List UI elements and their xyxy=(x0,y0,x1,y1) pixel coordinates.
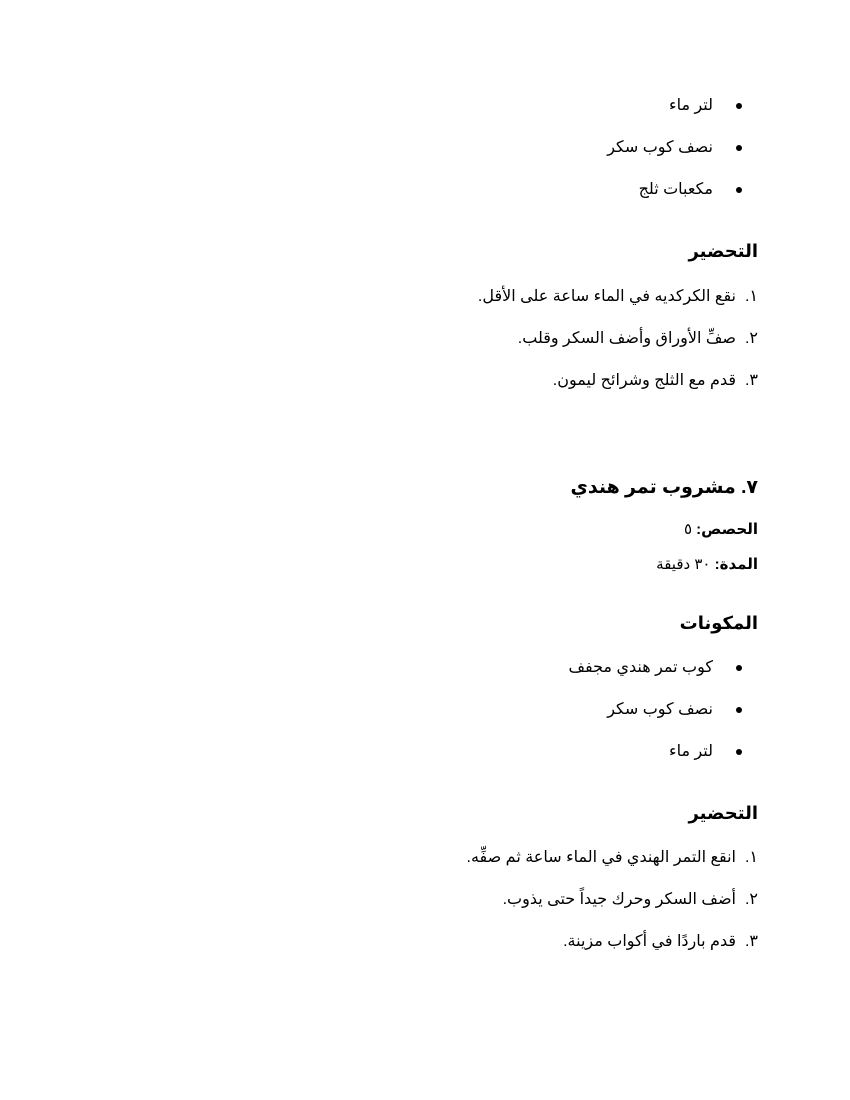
duration-label: المدة: xyxy=(714,556,758,573)
servings-line xyxy=(684,520,758,540)
step-text: قدم مع الثلج وشرائح ليمون. xyxy=(552,372,736,389)
step-number: ٢. xyxy=(744,330,758,347)
list-item xyxy=(118,837,758,879)
prev-preparation-heading: التحضير xyxy=(688,241,758,261)
list-item xyxy=(118,276,758,318)
list-item xyxy=(118,360,758,402)
list-item: لتر ماء xyxy=(118,85,758,127)
prev-steps-list xyxy=(118,276,758,402)
step-number: ١. xyxy=(744,849,758,866)
servings-label: الحصص: xyxy=(696,521,758,538)
preparation-heading: التحضير xyxy=(688,803,758,823)
list-item: نصف كوب سكر xyxy=(118,689,758,731)
recipe-title: ٧. مشروب تمر هندي xyxy=(570,477,758,498)
duration-line xyxy=(656,555,758,575)
list-item: لتر ماء xyxy=(118,731,758,773)
ingredients-heading: المكونات xyxy=(679,613,758,633)
step-text: نقع الكركديه في الماء ساعة على الأقل. xyxy=(477,288,736,305)
duration-value: ٣٠ دقيقة xyxy=(656,556,711,573)
step-text: قدم باردًا في أكواب مزينة. xyxy=(563,933,736,950)
step-text: صفِّ الأوراق وأضف السكر وقلب. xyxy=(517,330,736,347)
list-item xyxy=(118,318,758,360)
prev-ingredients-list xyxy=(118,85,758,211)
list-item: نصف كوب سكر xyxy=(118,127,758,169)
step-number: ٣. xyxy=(744,372,758,389)
list-item xyxy=(118,879,758,921)
step-text: أضف السكر وحرك جيداً حتى يذوب. xyxy=(502,891,736,908)
list-item: مكعبات ثلج xyxy=(118,169,758,211)
step-number: ١. xyxy=(744,288,758,305)
ingredients-list xyxy=(118,647,758,773)
step-text: انقع التمر الهندي في الماء ساعة ثم صفِّه. xyxy=(466,849,736,866)
servings-value: ٥ xyxy=(683,521,692,538)
step-number: ٢. xyxy=(744,891,758,908)
steps-list xyxy=(118,837,758,963)
list-item xyxy=(118,921,758,963)
list-item: كوب تمر هندي مجفف xyxy=(118,647,758,689)
step-number: ٣. xyxy=(744,933,758,950)
